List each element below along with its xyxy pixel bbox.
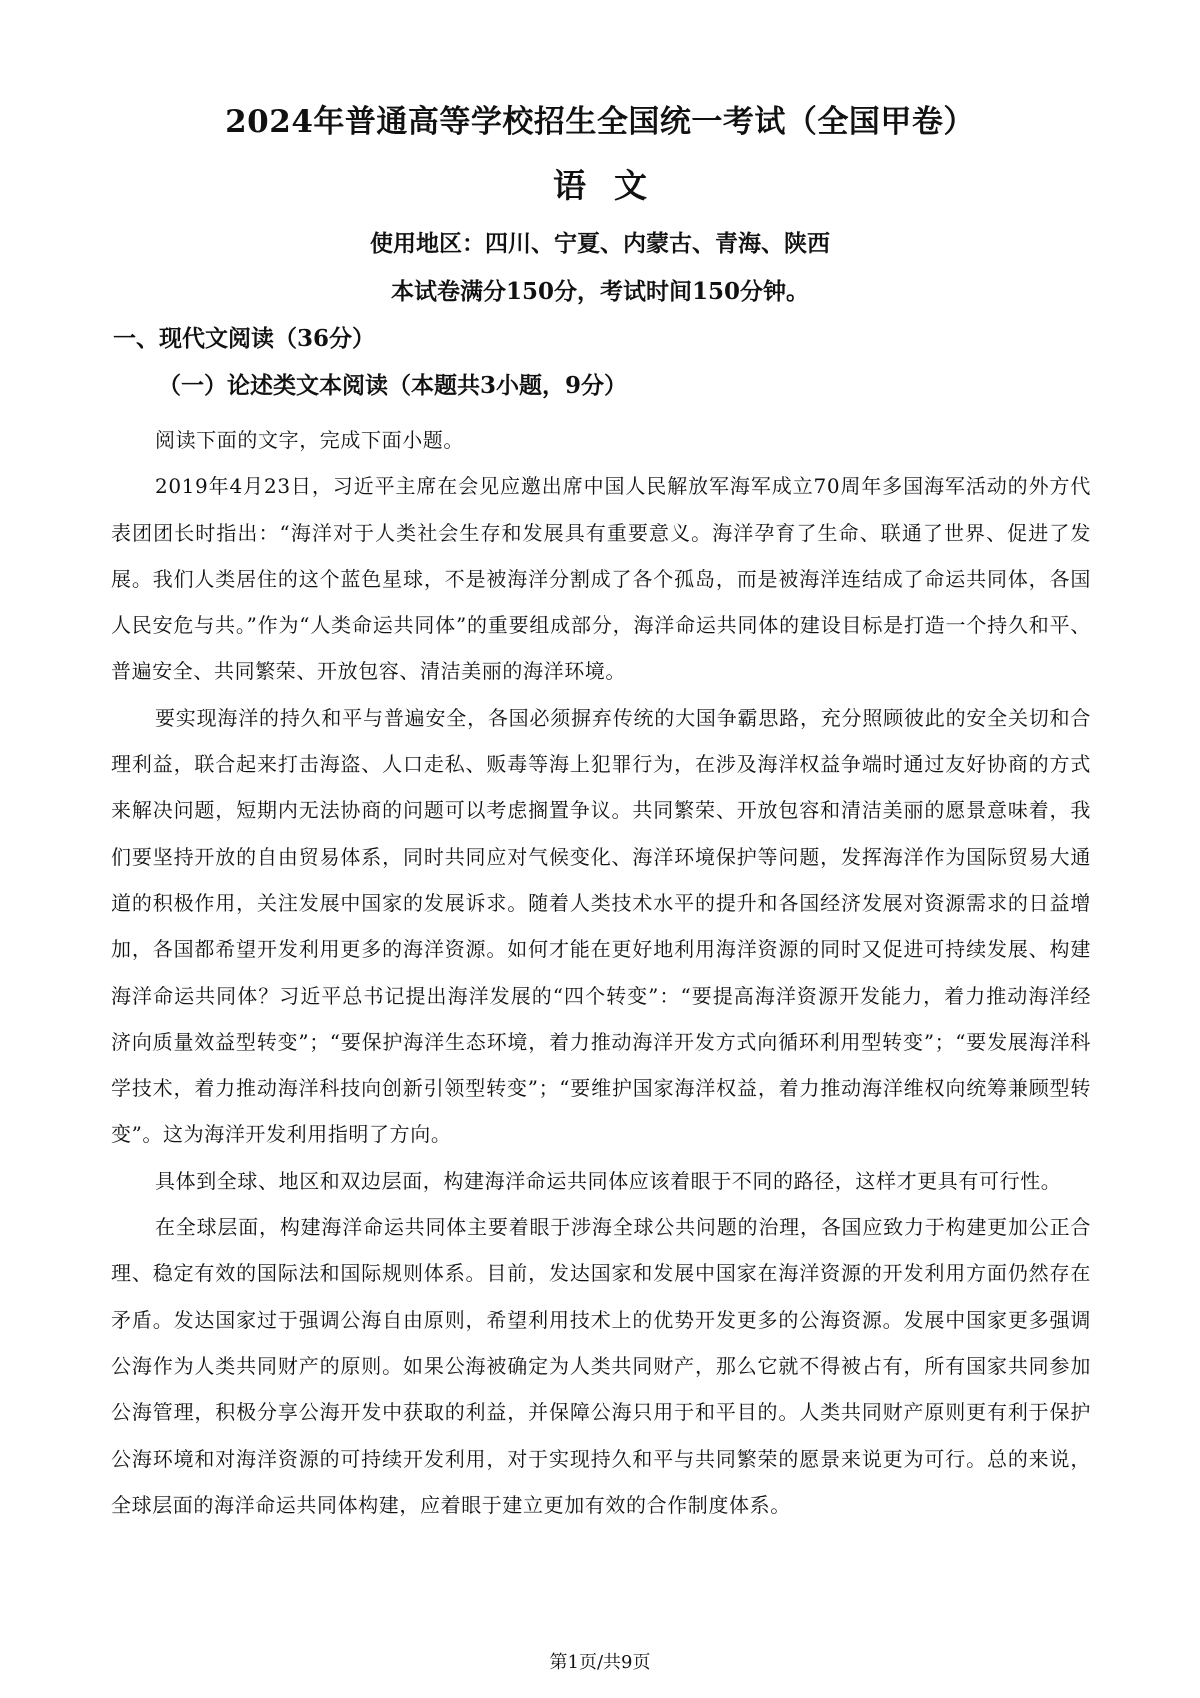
usage-region: 使用地区：四川、宁夏、内蒙古、青海、陕西 xyxy=(370,230,830,257)
section-heading: 一、现代文阅读（36分） xyxy=(113,325,376,352)
page-number: 第1页/共9页 xyxy=(549,1652,651,1673)
subsection-heading: （一）论述类文本阅读（本题共3小题，9分） xyxy=(158,372,628,399)
subject-title: 语文 xyxy=(553,166,675,205)
passage-paragraph: 要实现海洋的持久和平与普遍安全，各国必须摒弃传统的大国争霸思路，充分照顾彼此的安全关切和合理利益，联合起来打击海盗、人口走私、贩毒等海上犯罪行为，在涉及海洋权益争端时通过友好协商的方式来解决问题，短期内无法协商的问题可以考虑搁置争议。共同繁荣、开放包容和清洁美丽的愿景意味着，我们要坚持开放的自由贸易体系，同时共同应对气候变化、海洋环境保护等问题，发挥海洋作为国际贸易大通道的积极作用，关注发展中国家的发展诉求。随着人类技术水平的提升和各国经济发展对资源需求的日益增加，各国都希望开发利用更多的海洋资源。如何才能在更好地利用海洋资源的同时又促进可持续发展、构建海洋命运共同体？习近平总书记提出海洋发展的“四个转变”：“要提高海洋资源开发能力，着力推动海洋经济向质量效益型转变”；“要保护海洋生态环境，着力推动海洋开发方式向循环利用型转变”；“要发展海洋科学技术，着力推动海洋科技向创新引领型转变”；“要维护国家海洋权益，着力推动海洋维权向统筹兼顾型转变”。这为海洋开发利用指明了方向。 xyxy=(111,705,1091,1147)
passage-paragraph: 在全球层面，构建海洋命运共同体主要着眼于涉海全球公共问题的治理，各国应致力于构建更加公正合理、稳定有效的国际法和国际规则体系。目前，发达国家和发展中国家在海洋资源的开发利用方面仍然存在矛盾。发达国家过于强调公海自由原则，希望利用技术上的优势开发更多的公海资源。发展中国家更多强调公海作为人类共同财产的原则。如果公海被确定为人类共同财产，那么它就不得被占有，所有国家共同参加公海管理，积极分享公海开发中获取的利益，并保障公海只用于和平目的。人类共同财产原则更有利于保护公海环境和对海洋资源的可持续开发利用，对于实现持久和平与共同繁荣的愿景来说更为可行。总的来说，全球层面的海洋命运共同体构建，应着眼于建立更加有效的合作制度体系。 xyxy=(111,1215,1091,1517)
exam-title: 2024年普通高等学校招生全国统一考试（全国甲卷） xyxy=(225,104,975,140)
score-time-note: 本试卷满分150分，考试时间150分钟。 xyxy=(390,278,810,305)
instruction-paragraph: 阅读下面的文字，完成下面小题。 xyxy=(155,428,464,452)
reading-passage xyxy=(111,417,1091,1528)
passage-paragraph: 具体到全球、地区和双边层面，构建海洋命运共同体应该着眼于不同的路径，这样才更具有可行性。 xyxy=(155,1168,1062,1193)
passage-paragraph: 2019年4月23日，习近平主席在会见应邀出席中国人民解放军海军成立70周年多国海军活动的外方代表团团长时指出：“海洋对于人类社会生存和发展具有重要意义。海洋孕育了生命、联通了世界、促进了发展。我们人类居住的这个蓝色星球，不是被海洋分割成了各个孤岛，而是被海洋连结成了命运共同体，各国人民安危与共。”作为“人类命运共同体”的重要组成部分，海洋命运共同体的建设目标是打造一个持久和平、普遍安全、共同繁荣、开放包容、清洁美丽的海洋环境。 xyxy=(111,474,1091,684)
